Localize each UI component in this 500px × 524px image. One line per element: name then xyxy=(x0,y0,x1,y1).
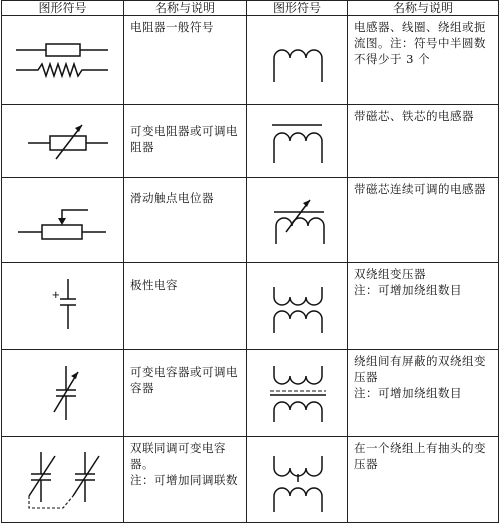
row-desc-left: 滑动触点电位器 xyxy=(124,178,247,263)
iron-core-inductor-icon xyxy=(252,111,342,171)
variable-resistor-icon xyxy=(8,111,118,171)
adjustable-core-inductor-symbol-cell xyxy=(247,178,348,263)
header-desc-1: 名称与说明 xyxy=(124,1,247,16)
adjustable-core-inductor-icon xyxy=(252,188,342,252)
transformer-icon xyxy=(252,271,342,341)
header-symbol-1: 图形符号 xyxy=(2,1,124,16)
capacitor-plus-sign: + xyxy=(51,287,60,302)
polarized-capacitor-icon xyxy=(8,271,118,341)
tapped-transformer-symbol-cell xyxy=(247,437,348,523)
inductor-symbol-cell xyxy=(247,16,348,105)
variable-capacitor-symbol-cell xyxy=(2,350,124,437)
ganged-variable-capacitor-icon xyxy=(5,442,120,518)
table-row xyxy=(2,178,499,263)
table-row xyxy=(2,16,499,105)
shielded-transformer-icon xyxy=(252,358,342,428)
header-desc-2: 名称与说明 xyxy=(348,1,499,16)
row-desc-right: 电感器、线圈、绕组或扼流图。注：符号中半圆数不得少于 3 个 xyxy=(348,16,499,105)
header-row xyxy=(2,1,499,16)
inductor-icon xyxy=(252,30,342,90)
iron-core-inductor-symbol-cell xyxy=(247,105,348,178)
row-desc-left: 极性电容 xyxy=(124,263,247,350)
row-desc-left: 可变电容器或可调电容器 xyxy=(124,350,247,437)
potentiometer-symbol-cell xyxy=(2,178,124,263)
variable-resistor-symbol-cell xyxy=(2,105,124,178)
header-symbol-2: 图形符号 xyxy=(247,1,348,16)
shielded-transformer-symbol-cell xyxy=(247,350,348,437)
ganged-variable-capacitor-symbol-cell xyxy=(2,437,124,523)
polarized-capacitor-symbol-cell xyxy=(2,263,124,350)
row-desc-right: 绕组间有屏蔽的双绕组变压器 注：可增加绕组数目 xyxy=(348,350,499,437)
table-row xyxy=(2,437,499,523)
table-row xyxy=(2,263,499,350)
tapped-transformer-icon xyxy=(252,442,342,518)
row-desc-left: 可变电阻器或可调电阻器 xyxy=(124,105,247,178)
row-desc-right: 在一个绕组上有抽头的变压器 xyxy=(348,437,499,523)
row-desc-right: 双绕组变压器 注：可增加绕组数目 xyxy=(348,263,499,350)
table-row xyxy=(2,105,499,178)
row-desc-left: 电阻器一般符号 xyxy=(124,16,247,105)
symbol-table xyxy=(1,0,499,523)
potentiometer-icon xyxy=(8,188,118,252)
resistor-icon xyxy=(8,30,118,90)
row-desc-right: 带磁芯、铁芯的电感器 xyxy=(348,105,499,178)
table-row xyxy=(2,350,499,437)
resistor-symbol-cell xyxy=(2,16,124,105)
row-desc-right: 带磁芯连续可调的电感器 xyxy=(348,178,499,263)
variable-capacitor-icon xyxy=(8,358,118,428)
row-desc-left: 双联同调可变电容器。 注：可增加同调联数 xyxy=(124,437,247,523)
transformer-symbol-cell xyxy=(247,263,348,350)
